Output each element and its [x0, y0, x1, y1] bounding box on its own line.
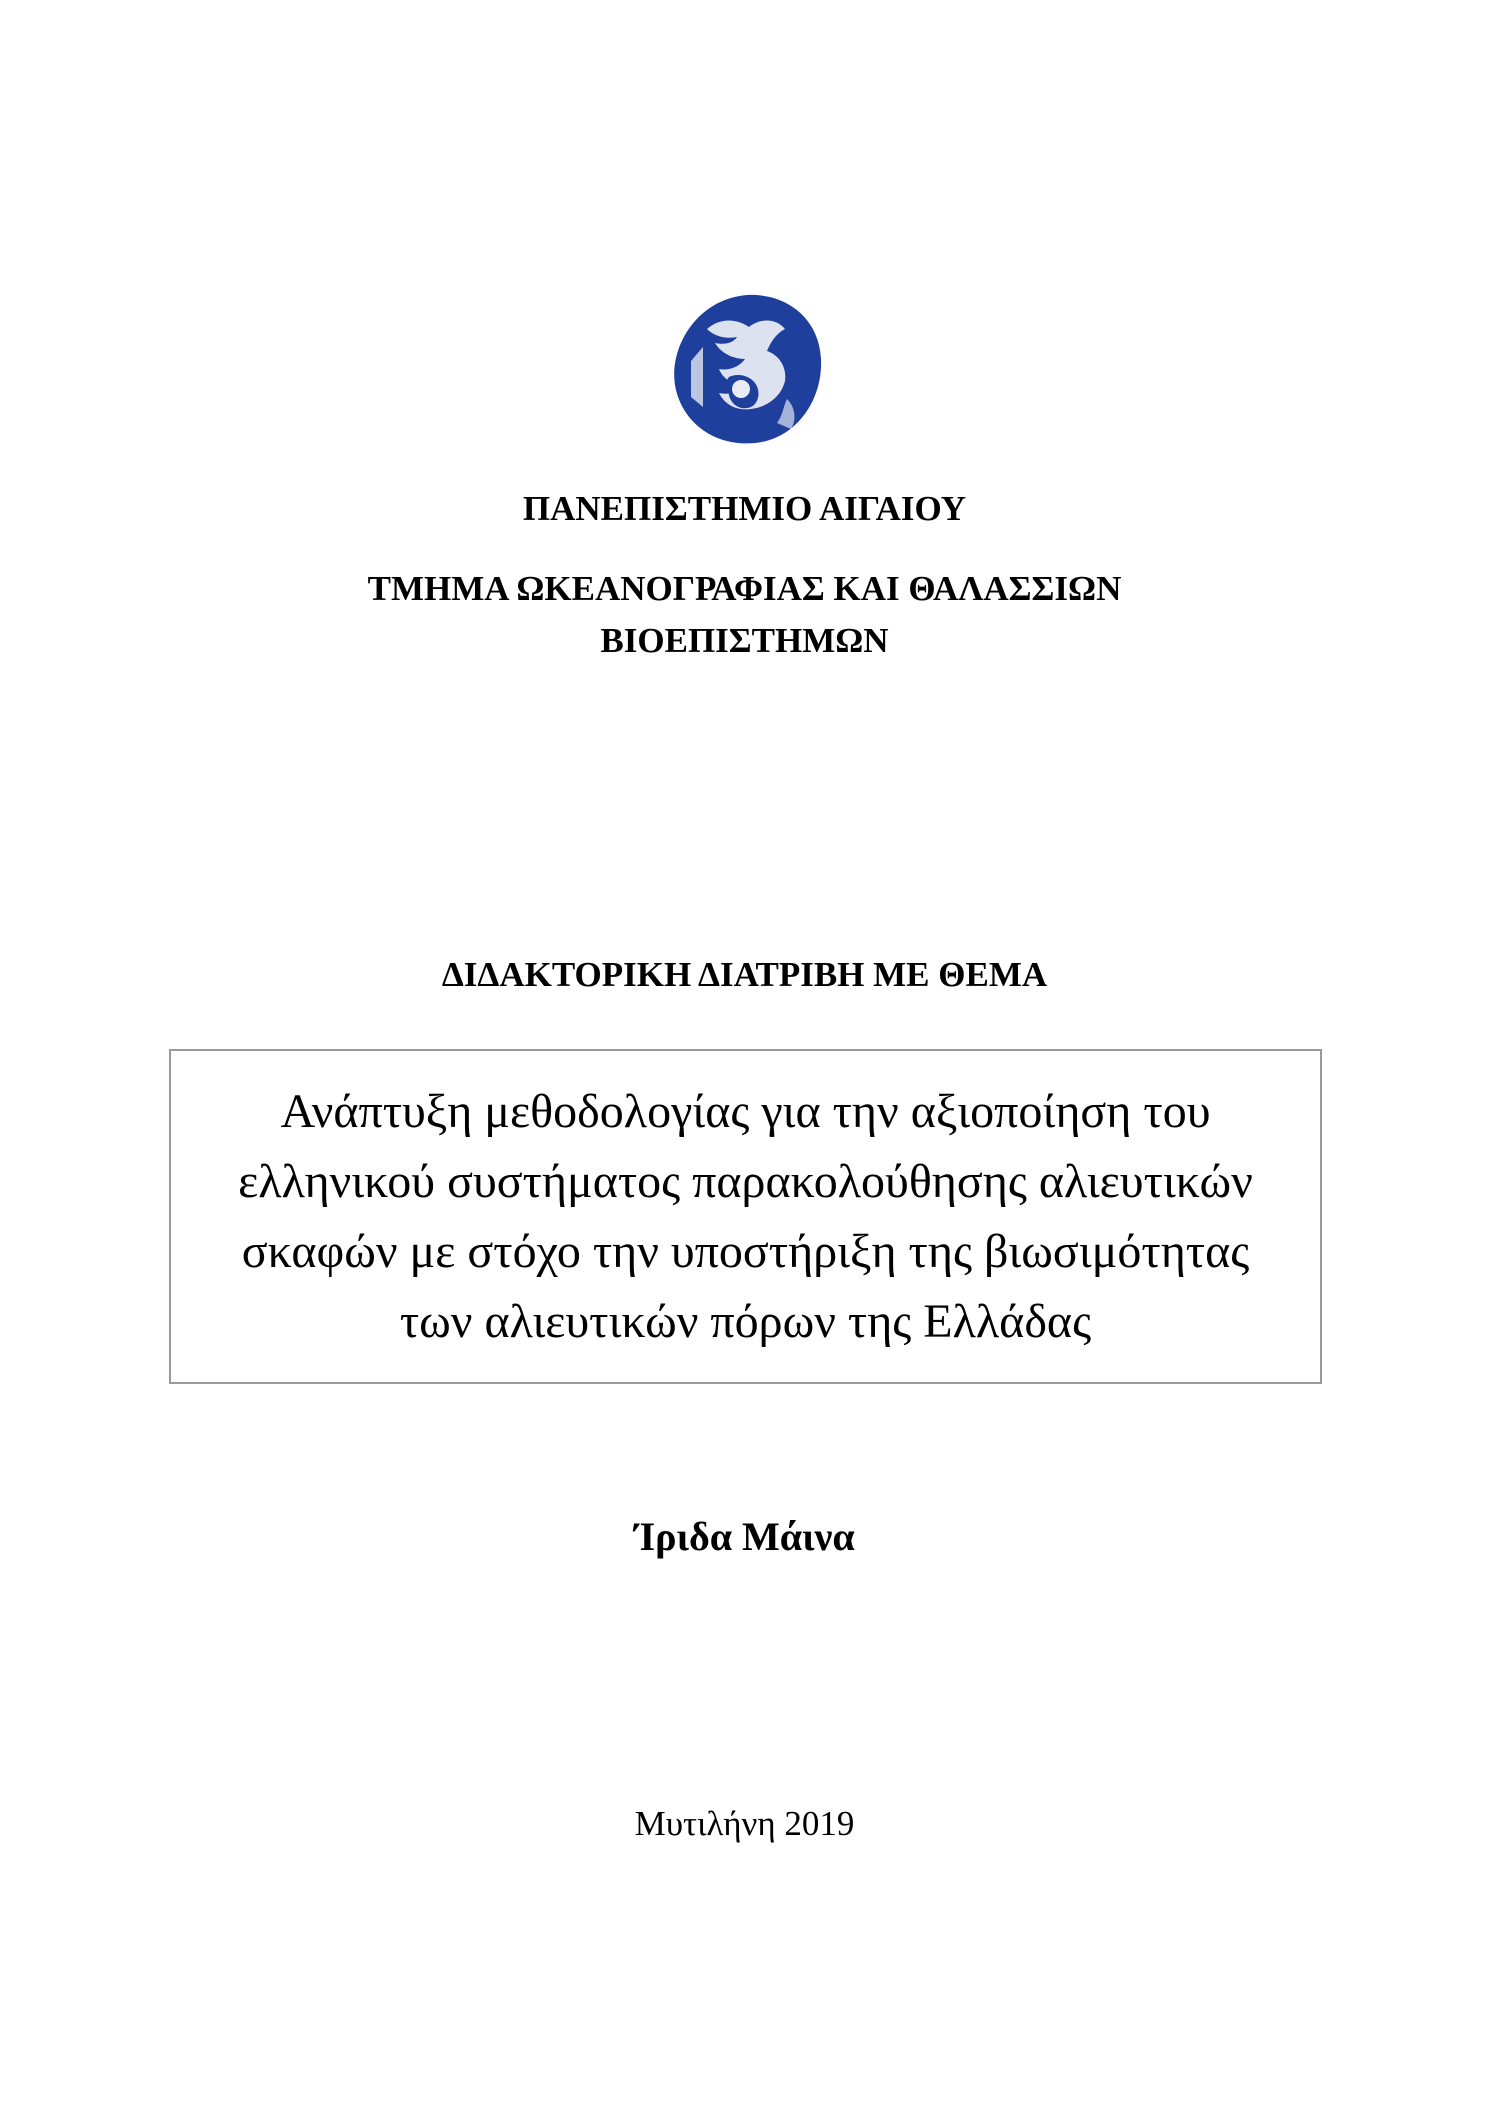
place-and-year: Μυτιλήνη 2019 — [634, 1804, 855, 1843]
thesis-title-line-1: Ανάπτυξη μεθοδολογίας για την αξιοποίηση του — [280, 1084, 1211, 1138]
thesis-label: ΔΙΔΑΚΤΟΡΙΚΗ ΔΙΑΤΡΙΒΗ ΜΕ ΘΕΜΑ — [441, 955, 1048, 994]
department-name-line-1: ΤΜΗΜΑ ΩΚΕΑΝΟΓΡΑΦΙΑΣ ΚΑΙ ΘΑΛΑΣΣΙΩΝ — [367, 569, 1122, 608]
department-name-line-2: ΒΙΟΕΠΙΣΤΗΜΩΝ — [600, 621, 889, 660]
author-name: Ίριδα Μάινα — [634, 1514, 855, 1559]
thesis-title-line-2: ελληνικού συστήματος παρακολούθησης αλιευτικών — [238, 1154, 1253, 1208]
university-seal-icon — [667, 289, 827, 449]
thesis-title-line-3: σκαφών με στόχο την υποστήριξη της βιωσιμότητας — [241, 1224, 1250, 1278]
thesis-title-line-4: των αλιευτικών πόρων της Ελλάδας — [399, 1294, 1092, 1348]
thesis-title-box — [169, 1049, 1322, 1384]
university-name: ΠΑΝΕΠΙΣΤΗΜΙΟ ΑΙΓΑΙΟΥ — [522, 489, 967, 528]
